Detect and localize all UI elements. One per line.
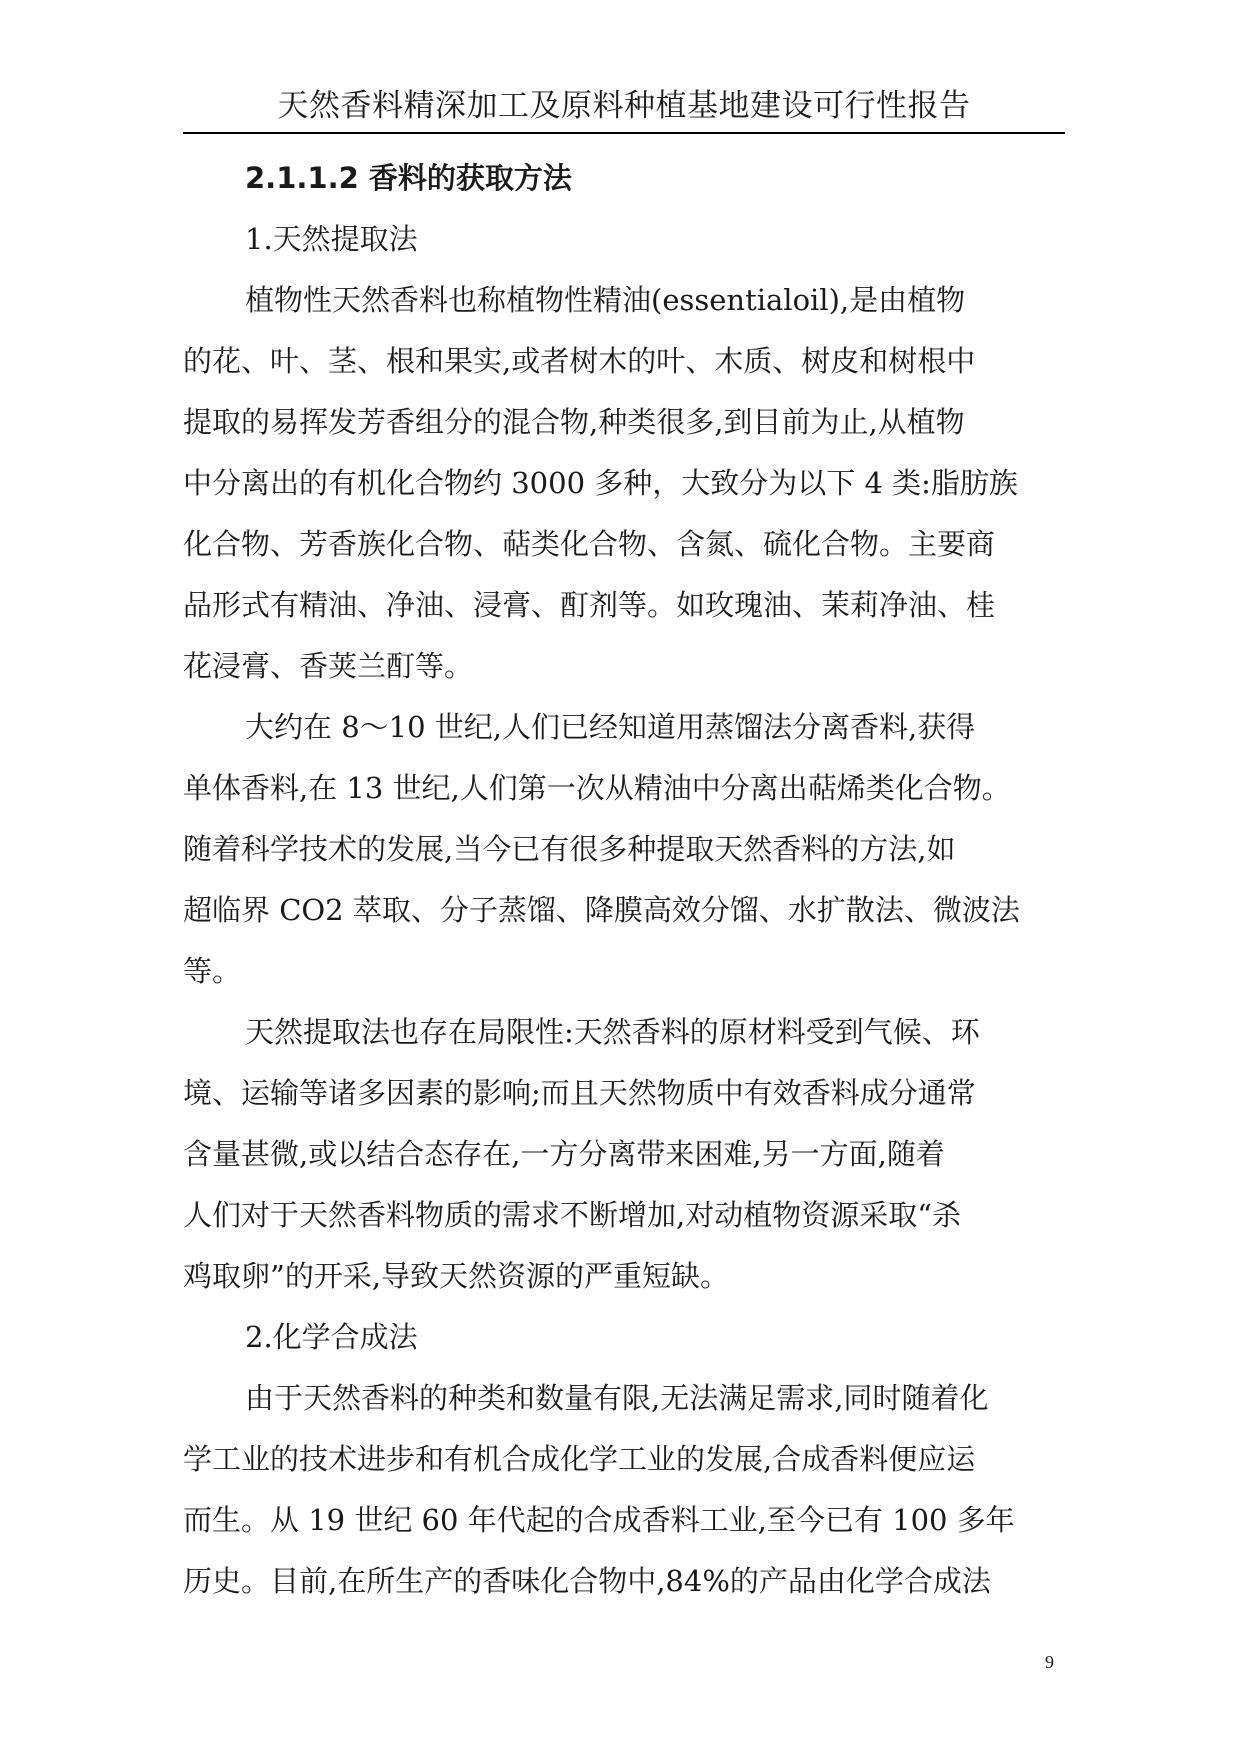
running-header: 天然香料精深加工及原料种植基地建设可行性报告 [277,88,971,124]
paragraph-chemical-synthesis [183,1368,1065,1612]
paragraph-line: 境、运输等诸多因素的影响;而且天然物质中有效香料成分通常 [183,1076,976,1110]
paragraph-line: 等。 [183,954,242,988]
paragraph-line: 的花、叶、茎、根和果实,或者树木的叶、木质、树皮和树根中 [183,344,976,378]
paragraph-line: 超临界 CO2 萃取、分子蒸馏、降膜高效分馏、水扩散法、微波法 [183,893,1020,927]
paragraph-line: 含量甚微,或以结合态存在,一方分离带来困难,另一方面,随着 [183,1137,945,1171]
body-content [183,148,1065,1612]
section-heading: 2.1.1.2 香料的获取方法 [245,161,572,195]
header-rule [183,132,1065,134]
paragraph-line: 由于天然香料的种类和数量有限,无法满足需求,同时随着化 [245,1381,989,1415]
paragraph-plant-essential-oil [183,270,1065,697]
paragraph-line: 鸡取卵”的开采,导致天然资源的严重短缺。 [183,1259,730,1293]
paragraph-line: 品形式有精油、净油、浸膏、酊剂等。如玫瑰油、茉莉净油、桂 [183,588,996,622]
paragraph-line: 天然提取法也存在局限性:天然香料的原材料受到气候、环 [245,1015,980,1049]
paragraph-line: 中分离出的有机化合物约 3000 多种，大致分为以下 4 类:脂肪族 [183,466,1018,500]
subheading-natural-extraction: 1.天然提取法 [245,222,418,256]
paragraph-line: 花浸膏、香荚兰酊等。 [183,649,474,683]
paragraph-line: 提取的易挥发芳香组分的混合物,种类很多,到目前为止,从植物 [183,405,965,439]
paragraph-limitations [183,1002,1065,1307]
paragraph-line: 随着科学技术的发展,当今已有很多种提取天然香料的方法,如 [183,832,956,866]
paragraph-line: 人们对于天然香料物质的需求不断增加,对动植物资源采取“杀 [183,1198,962,1232]
paragraph-line: 植物性天然香料也称植物性精油(essentialoil),是由植物 [245,283,966,317]
paragraph-history-distillation [183,697,1065,1002]
paragraph-line: 化合物、芳香族化合物、萜类化合物、含氮、硫化合物。主要商 [183,527,996,561]
paragraph-line: 学工业的技术进步和有机合成化学工业的发展,合成香料便应运 [183,1442,976,1476]
paragraph-line: 大约在 8～10 世纪,人们已经知道用蒸馏法分离香料,获得 [245,710,976,744]
paragraph-line: 单体香料,在 13 世纪,人们第一次从精油中分离出萜烯类化合物。 [183,771,1011,805]
paragraph-line: 而生。从 19 世纪 60 年代起的合成香料工业,至今已有 100 多年 [183,1503,1015,1537]
page-number: 9 [1045,1652,1054,1672]
paragraph-line: 历史。目前,在所生产的香味化合物中,84%的产品由化学合成法 [183,1564,991,1598]
subheading-chemical-synthesis: 2.化学合成法 [245,1320,418,1354]
